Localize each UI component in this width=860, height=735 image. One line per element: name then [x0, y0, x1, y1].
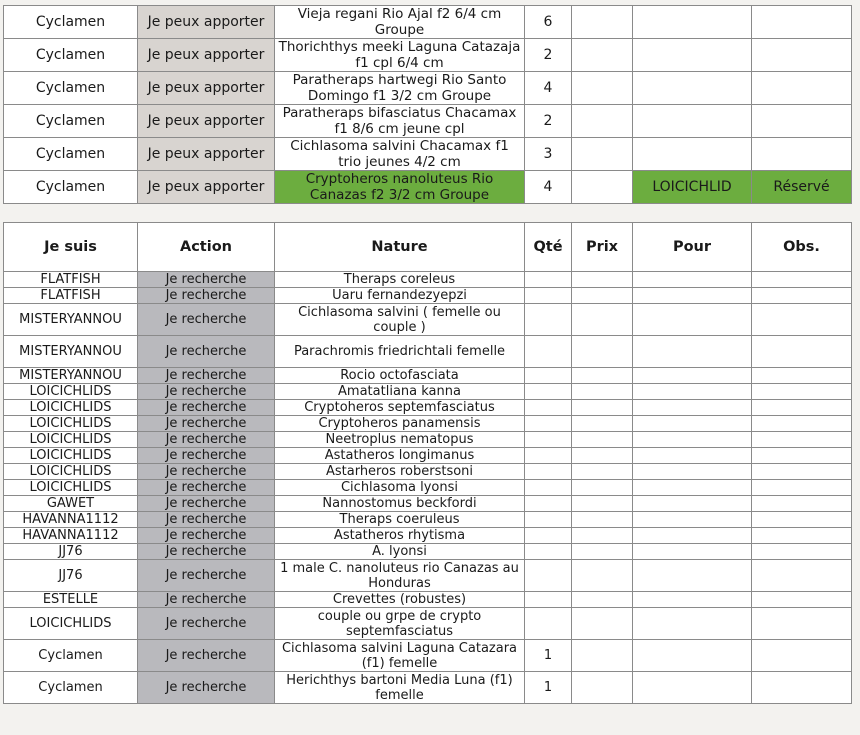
request-action: Je recherche: [138, 400, 275, 416]
offer-pour: [633, 105, 752, 138]
request-obs: [752, 528, 852, 544]
offer-prix: [572, 138, 633, 171]
request-obs: [752, 448, 852, 464]
request-action: Je recherche: [138, 336, 275, 368]
request-nature: Theraps coreleus: [275, 272, 525, 288]
request-row: [4, 464, 852, 480]
request-nature: Cichlasoma lyonsi: [275, 480, 525, 496]
offer-nature: Cichlasoma salvini Chacamax f1 trio jeunes 4/2 cm: [275, 138, 525, 171]
request-nature: Neetroplus nematopus: [275, 432, 525, 448]
request-action: Je recherche: [138, 528, 275, 544]
offer-action: Je peux apporter: [138, 105, 275, 138]
request-row: [4, 384, 852, 400]
request-prix: [572, 304, 633, 336]
request-qte: 1: [525, 640, 572, 672]
request-prix: [572, 672, 633, 704]
request-pour: [633, 448, 752, 464]
request-je-suis: JJ76: [4, 560, 138, 592]
offer-qte: 2: [525, 39, 572, 72]
offer-prix: [572, 72, 633, 105]
offer-nature: Vieja regani Rio Ajal f2 6/4 cm Groupe: [275, 6, 525, 39]
request-row: [4, 448, 852, 464]
request-obs: [752, 272, 852, 288]
request-pour: [633, 464, 752, 480]
request-row: [4, 288, 852, 304]
request-je-suis: ESTELLE: [4, 592, 138, 608]
request-je-suis: LOICICHLIDS: [4, 432, 138, 448]
offer-prix: [572, 105, 633, 138]
request-obs: [752, 512, 852, 528]
request-obs: [752, 560, 852, 592]
request-pour: [633, 592, 752, 608]
requests-table-header: [4, 223, 852, 272]
offer-obs: [752, 6, 852, 39]
offer-je-suis: Cyclamen: [4, 171, 138, 204]
request-action: Je recherche: [138, 368, 275, 384]
request-row: [4, 304, 852, 336]
offer-obs: Réservé: [752, 171, 852, 204]
requests-table: [3, 222, 852, 704]
offer-je-suis: Cyclamen: [4, 72, 138, 105]
offer-je-suis: Cyclamen: [4, 39, 138, 72]
request-row: [4, 480, 852, 496]
header-je-suis: Je suis: [4, 223, 138, 272]
request-obs: [752, 640, 852, 672]
offer-qte: 6: [525, 6, 572, 39]
offer-nature: Cryptoheros nanoluteus Rio Canazas f2 3/2 cm Groupe: [275, 171, 525, 204]
request-prix: [572, 560, 633, 592]
request-qte: [525, 400, 572, 416]
request-qte: [525, 448, 572, 464]
request-prix: [572, 512, 633, 528]
request-je-suis: LOICICHLIDS: [4, 400, 138, 416]
request-obs: [752, 416, 852, 432]
offer-prix: [572, 171, 633, 204]
offer-row: [4, 39, 852, 72]
offer-pour: LOICICHLID: [633, 171, 752, 204]
request-row: [4, 672, 852, 704]
request-action: Je recherche: [138, 672, 275, 704]
request-je-suis: MISTERYANNOU: [4, 336, 138, 368]
request-qte: [525, 336, 572, 368]
request-prix: [572, 496, 633, 512]
request-action: Je recherche: [138, 496, 275, 512]
request-row: [4, 416, 852, 432]
request-prix: [572, 432, 633, 448]
request-prix: [572, 400, 633, 416]
offer-prix: [572, 39, 633, 72]
request-action: Je recherche: [138, 304, 275, 336]
request-obs: [752, 368, 852, 384]
request-qte: [525, 288, 572, 304]
request-prix: [572, 416, 633, 432]
request-pour: [633, 272, 752, 288]
request-action: Je recherche: [138, 288, 275, 304]
request-action: Je recherche: [138, 448, 275, 464]
request-je-suis: LOICICHLIDS: [4, 384, 138, 400]
request-pour: [633, 544, 752, 560]
offer-action: Je peux apporter: [138, 138, 275, 171]
request-qte: [525, 560, 572, 592]
request-je-suis: LOICICHLIDS: [4, 464, 138, 480]
offer-obs: [752, 105, 852, 138]
offers-table-body: [4, 6, 852, 204]
offer-qte: 4: [525, 171, 572, 204]
request-nature: A. lyonsi: [275, 544, 525, 560]
offer-action: Je peux apporter: [138, 39, 275, 72]
request-obs: [752, 400, 852, 416]
request-prix: [572, 448, 633, 464]
offer-pour: [633, 39, 752, 72]
request-qte: [525, 512, 572, 528]
request-pour: [633, 608, 752, 640]
request-row: [4, 432, 852, 448]
request-row: [4, 368, 852, 384]
request-prix: [572, 608, 633, 640]
offer-prix: [572, 6, 633, 39]
request-qte: [525, 432, 572, 448]
request-row: [4, 336, 852, 368]
request-nature: Astatheros longimanus: [275, 448, 525, 464]
request-je-suis: LOICICHLIDS: [4, 448, 138, 464]
offer-row-reserved: [4, 171, 852, 204]
request-pour: [633, 512, 752, 528]
offer-pour: [633, 72, 752, 105]
offer-nature: Paratheraps hartwegi Rio Santo Domingo f1 3/2 cm Groupe: [275, 72, 525, 105]
request-prix: [572, 272, 633, 288]
offer-qte: 2: [525, 105, 572, 138]
request-prix: [572, 640, 633, 672]
request-qte: [525, 608, 572, 640]
request-je-suis: FLATFISH: [4, 288, 138, 304]
request-pour: [633, 384, 752, 400]
request-je-suis: LOICICHLIDS: [4, 416, 138, 432]
request-je-suis: JJ76: [4, 544, 138, 560]
request-nature: Parachromis friedrichtali femelle: [275, 336, 525, 368]
request-obs: [752, 304, 852, 336]
request-qte: [525, 416, 572, 432]
request-row: [4, 544, 852, 560]
request-obs: [752, 480, 852, 496]
request-pour: [633, 400, 752, 416]
offer-row: [4, 6, 852, 39]
request-action: Je recherche: [138, 432, 275, 448]
request-prix: [572, 592, 633, 608]
request-qte: [525, 496, 572, 512]
request-qte: [525, 528, 572, 544]
request-nature: Cryptoheros panamensis: [275, 416, 525, 432]
request-pour: [633, 336, 752, 368]
request-nature: Crevettes (robustes): [275, 592, 525, 608]
request-je-suis: MISTERYANNOU: [4, 304, 138, 336]
request-action: Je recherche: [138, 592, 275, 608]
request-qte: [525, 384, 572, 400]
request-nature: Nannostomus beckfordi: [275, 496, 525, 512]
request-nature: Cichlasoma salvini Laguna Catazara (f1) femelle: [275, 640, 525, 672]
offer-row: [4, 138, 852, 171]
request-row: [4, 640, 852, 672]
request-obs: [752, 608, 852, 640]
request-row: [4, 496, 852, 512]
request-action: Je recherche: [138, 512, 275, 528]
request-prix: [572, 336, 633, 368]
request-je-suis: Cyclamen: [4, 672, 138, 704]
offer-je-suis: Cyclamen: [4, 138, 138, 171]
header-nature: Nature: [275, 223, 525, 272]
request-row: [4, 560, 852, 592]
offer-obs: [752, 39, 852, 72]
request-obs: [752, 384, 852, 400]
request-prix: [572, 480, 633, 496]
request-obs: [752, 672, 852, 704]
request-je-suis: Cyclamen: [4, 640, 138, 672]
request-pour: [633, 288, 752, 304]
request-qte: [525, 544, 572, 560]
request-prix: [572, 544, 633, 560]
header-prix: Prix: [572, 223, 633, 272]
header-obs: Obs.: [752, 223, 852, 272]
offer-action: Je peux apporter: [138, 171, 275, 204]
request-qte: 1: [525, 672, 572, 704]
request-je-suis: LOICICHLIDS: [4, 608, 138, 640]
header-pour: Pour: [633, 223, 752, 272]
offer-nature: Paratheraps bifasciatus Chacamax f1 8/6 cm jeune cpl: [275, 105, 525, 138]
request-nature: Amatatliana kanna: [275, 384, 525, 400]
request-je-suis: MISTERYANNOU: [4, 368, 138, 384]
request-qte: [525, 304, 572, 336]
offer-action: Je peux apporter: [138, 6, 275, 39]
request-obs: [752, 432, 852, 448]
request-pour: [633, 560, 752, 592]
offer-qte: 3: [525, 138, 572, 171]
request-pour: [633, 672, 752, 704]
request-qte: [525, 592, 572, 608]
request-pour: [633, 304, 752, 336]
request-obs: [752, 592, 852, 608]
request-obs: [752, 496, 852, 512]
request-row: [4, 512, 852, 528]
request-action: Je recherche: [138, 544, 275, 560]
request-nature: Astatheros rhytisma: [275, 528, 525, 544]
request-prix: [572, 288, 633, 304]
request-prix: [572, 464, 633, 480]
request-action: Je recherche: [138, 464, 275, 480]
request-nature: 1 male C. nanoluteus rio Canazas au Honduras: [275, 560, 525, 592]
request-row: [4, 608, 852, 640]
request-je-suis: HAVANNA1112: [4, 528, 138, 544]
request-action: Je recherche: [138, 640, 275, 672]
request-nature: Herichthys bartoni Media Luna (f1) femelle: [275, 672, 525, 704]
request-qte: [525, 272, 572, 288]
request-obs: [752, 464, 852, 480]
request-pour: [633, 496, 752, 512]
request-obs: [752, 288, 852, 304]
request-row: [4, 592, 852, 608]
request-nature: couple ou grpe de crypto septemfasciatus: [275, 608, 525, 640]
offer-row: [4, 105, 852, 138]
request-action: Je recherche: [138, 272, 275, 288]
request-row: [4, 528, 852, 544]
request-prix: [572, 528, 633, 544]
offer-row: [4, 72, 852, 105]
offer-pour: [633, 6, 752, 39]
request-pour: [633, 528, 752, 544]
offer-qte: 4: [525, 72, 572, 105]
request-qte: [525, 480, 572, 496]
request-pour: [633, 368, 752, 384]
request-prix: [572, 384, 633, 400]
request-je-suis: HAVANNA1112: [4, 512, 138, 528]
request-row: [4, 272, 852, 288]
offer-je-suis: Cyclamen: [4, 6, 138, 39]
request-prix: [572, 368, 633, 384]
request-action: Je recherche: [138, 560, 275, 592]
request-pour: [633, 432, 752, 448]
request-nature: Uaru fernandezyepzi: [275, 288, 525, 304]
offer-obs: [752, 138, 852, 171]
request-nature: Theraps coeruleus: [275, 512, 525, 528]
offers-table: [3, 5, 852, 204]
offer-pour: [633, 138, 752, 171]
request-je-suis: GAWET: [4, 496, 138, 512]
request-nature: Cryptoheros septemfasciatus: [275, 400, 525, 416]
request-action: Je recherche: [138, 416, 275, 432]
request-obs: [752, 336, 852, 368]
offer-nature: Thorichthys meeki Laguna Catazaja f1 cpl 6/4 cm: [275, 39, 525, 72]
request-qte: [525, 464, 572, 480]
request-pour: [633, 416, 752, 432]
request-action: Je recherche: [138, 384, 275, 400]
request-je-suis: FLATFISH: [4, 272, 138, 288]
header-action: Action: [138, 223, 275, 272]
request-row: [4, 400, 852, 416]
request-nature: Rocio octofasciata: [275, 368, 525, 384]
request-obs: [752, 544, 852, 560]
request-qte: [525, 368, 572, 384]
offer-obs: [752, 72, 852, 105]
request-nature: Cichlasoma salvini ( femelle ou couple ): [275, 304, 525, 336]
request-action: Je recherche: [138, 608, 275, 640]
header-row: [4, 223, 852, 272]
header-qte: Qté: [525, 223, 572, 272]
requests-table-body: [4, 272, 852, 704]
offer-je-suis: Cyclamen: [4, 105, 138, 138]
request-pour: [633, 640, 752, 672]
offer-action: Je peux apporter: [138, 72, 275, 105]
request-action: Je recherche: [138, 480, 275, 496]
request-je-suis: LOICICHLIDS: [4, 480, 138, 496]
request-nature: Astarheros roberstsoni: [275, 464, 525, 480]
request-pour: [633, 480, 752, 496]
